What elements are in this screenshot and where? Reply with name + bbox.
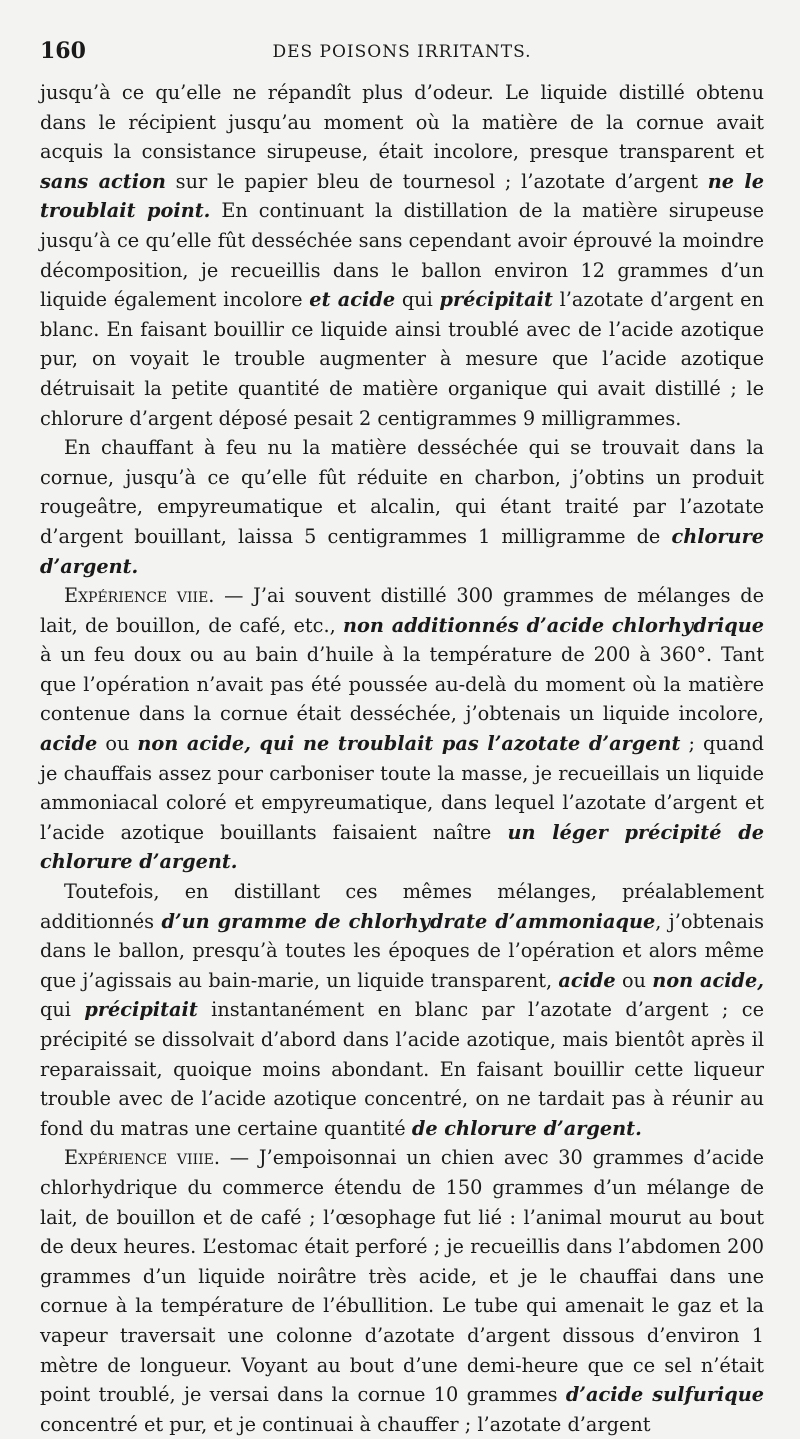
paragraph-4 xyxy=(40,877,764,1143)
italic-text: sans action xyxy=(40,169,166,193)
body-text xyxy=(40,78,764,1439)
italic-text: non acide, xyxy=(652,968,764,992)
text: En chauffant à feu nu la matière desséchée qui se trouvait dans la cornue, jusqu’à ce qu’elle fût réduite en charbon, j’obtins un produit rougeâtre, empyreumatique et alcalin, qui étant traité par l’azotate d’argent bouillant, laissa 5 centigrammes 1 milligramme de xyxy=(40,436,764,548)
experience-label: Expérience viie. xyxy=(64,584,215,608)
text: concentré et pur, et je continuai à chauffer ; l’azotate d’argent xyxy=(40,1412,651,1436)
text: — J’ai souvent distillé 300 grammes de mélanges de lait, de bouillon, de café, etc., xyxy=(40,584,764,637)
text: à un feu doux ou au bain d’huile à la température de 200 à 360°. Tant que l’opération n’avait pas été poussée au-delà du moment où la matière contenue dans la cornue était desséchée, j’obtenais un liquide incolore, xyxy=(40,643,764,726)
italic-text: d’acide sulfurique xyxy=(565,1383,764,1407)
italic-text: acide xyxy=(40,732,98,756)
text: instantanément en blanc par l’azotate d’argent ; ce précipité se dissolvait d’abord dans l’acide azotique, mais bientôt après il reparaissait, quoique moins abondant. En faisant bouillir cette liqueur trouble avec de l’acide azotique concentré, on ne tardait pas à réunir au fond du matras une certaine quantité xyxy=(40,998,764,1140)
text: Toutefois, en distillant ces mêmes mélanges, préalablement additionnés xyxy=(40,880,764,933)
text: sur le papier bleu de tournesol ; l’azotate d’argent xyxy=(165,169,708,193)
italic-text: et acide xyxy=(309,288,396,312)
paragraph-1 xyxy=(40,78,764,433)
italic-text: un léger précipité de chlorure d’argent. xyxy=(40,820,764,874)
italic-text: ne le troublait point. xyxy=(40,169,765,223)
italic-text: non acide, qui ne troublait pas l’azotate d’argent xyxy=(137,732,681,756)
italic-text: non additionnés d’acide chlorhydrique xyxy=(342,613,764,637)
text: ou xyxy=(97,732,138,756)
experience-label: Expérience viiie. xyxy=(64,1146,220,1170)
text: qui xyxy=(395,288,440,312)
page-number: 160 xyxy=(40,38,86,64)
page-header xyxy=(40,38,764,78)
paragraph-2 xyxy=(40,433,764,581)
italic-text: chlorure d’argent. xyxy=(40,524,764,578)
italic-text: précipitait xyxy=(439,288,553,312)
text: En continuant la distillation de la matière sirupeuse jusqu’à ce qu’elle fût desséchée sans cependant avoir éprouvé la moindre décomposition, je recueillis dans le ballon environ 12 grammes d’un liquide également incolore xyxy=(40,199,764,312)
text: qui xyxy=(40,998,85,1022)
paragraph-experience-8 xyxy=(40,1143,764,1439)
text: ; quand je chauffais assez pour carboniser toute la masse, je recueillais un liquide ammoniacal coloré et empyreumatique, dans lequel l’azotate d’argent et l’acide azotique bouillants faisaient naître xyxy=(40,732,764,844)
text: ou xyxy=(615,968,653,992)
running-title: DES POISONS IRRITANTS. xyxy=(272,42,532,62)
paragraph-experience-7 xyxy=(40,581,764,877)
italic-text: précipitait xyxy=(84,998,198,1022)
italic-text: de chlorure d’argent. xyxy=(411,1116,642,1140)
text: l’azotate d’argent en blanc. En faisant bouillir ce liquide ainsi troublé avec de l’acide azotique pur, on voyait le trouble augmenter à mesure que l’acide azotique détruisait la petite quantité de matière organique qui avait distillé ; le chlorure d’argent déposé pesait 2 centigrammes 9 milligrammes. xyxy=(40,288,764,430)
text: jusqu’à ce qu’elle ne répandît plus d’odeur. Le liquide distillé obtenu dans le récipient jusqu’au moment où la matière de la cornue avait acquis la consistance sirupeuse, était incolore, presque transparent et xyxy=(40,81,764,164)
text: — J’empoisonnai un chien avec 30 grammes d’acide chlorhydrique du commerce étendu de 150 grammes d’un mélange de lait, de bouillon et de café ; l’œsophage fut lié : l’animal mourut au bout de deux heures. L’estomac était perforé ; je recueillis dans l’abdomen 200 grammes d’un liquide noirâtre très acide, et je le chauffai dans une cornue à la température de l’ébullition. Le tube qui amenait le gaz et la vapeur traversait une colonne d’azotate d’argent dissous d’environ 1 mètre de longueur. Voyant au bout d’une demi-heure que ce sel n’était point troublé, je versai dans la cornue 10 grammes xyxy=(40,1146,764,1407)
italic-text: d’un gramme de chlorhydrate d’ammoniaque xyxy=(161,909,656,933)
text: , j’obtenais dans le ballon, presqu’à toutes les époques de l’opération et alors même que j’agissais au bain-marie, un liquide transparent, xyxy=(40,909,764,992)
italic-text: acide xyxy=(558,968,616,992)
